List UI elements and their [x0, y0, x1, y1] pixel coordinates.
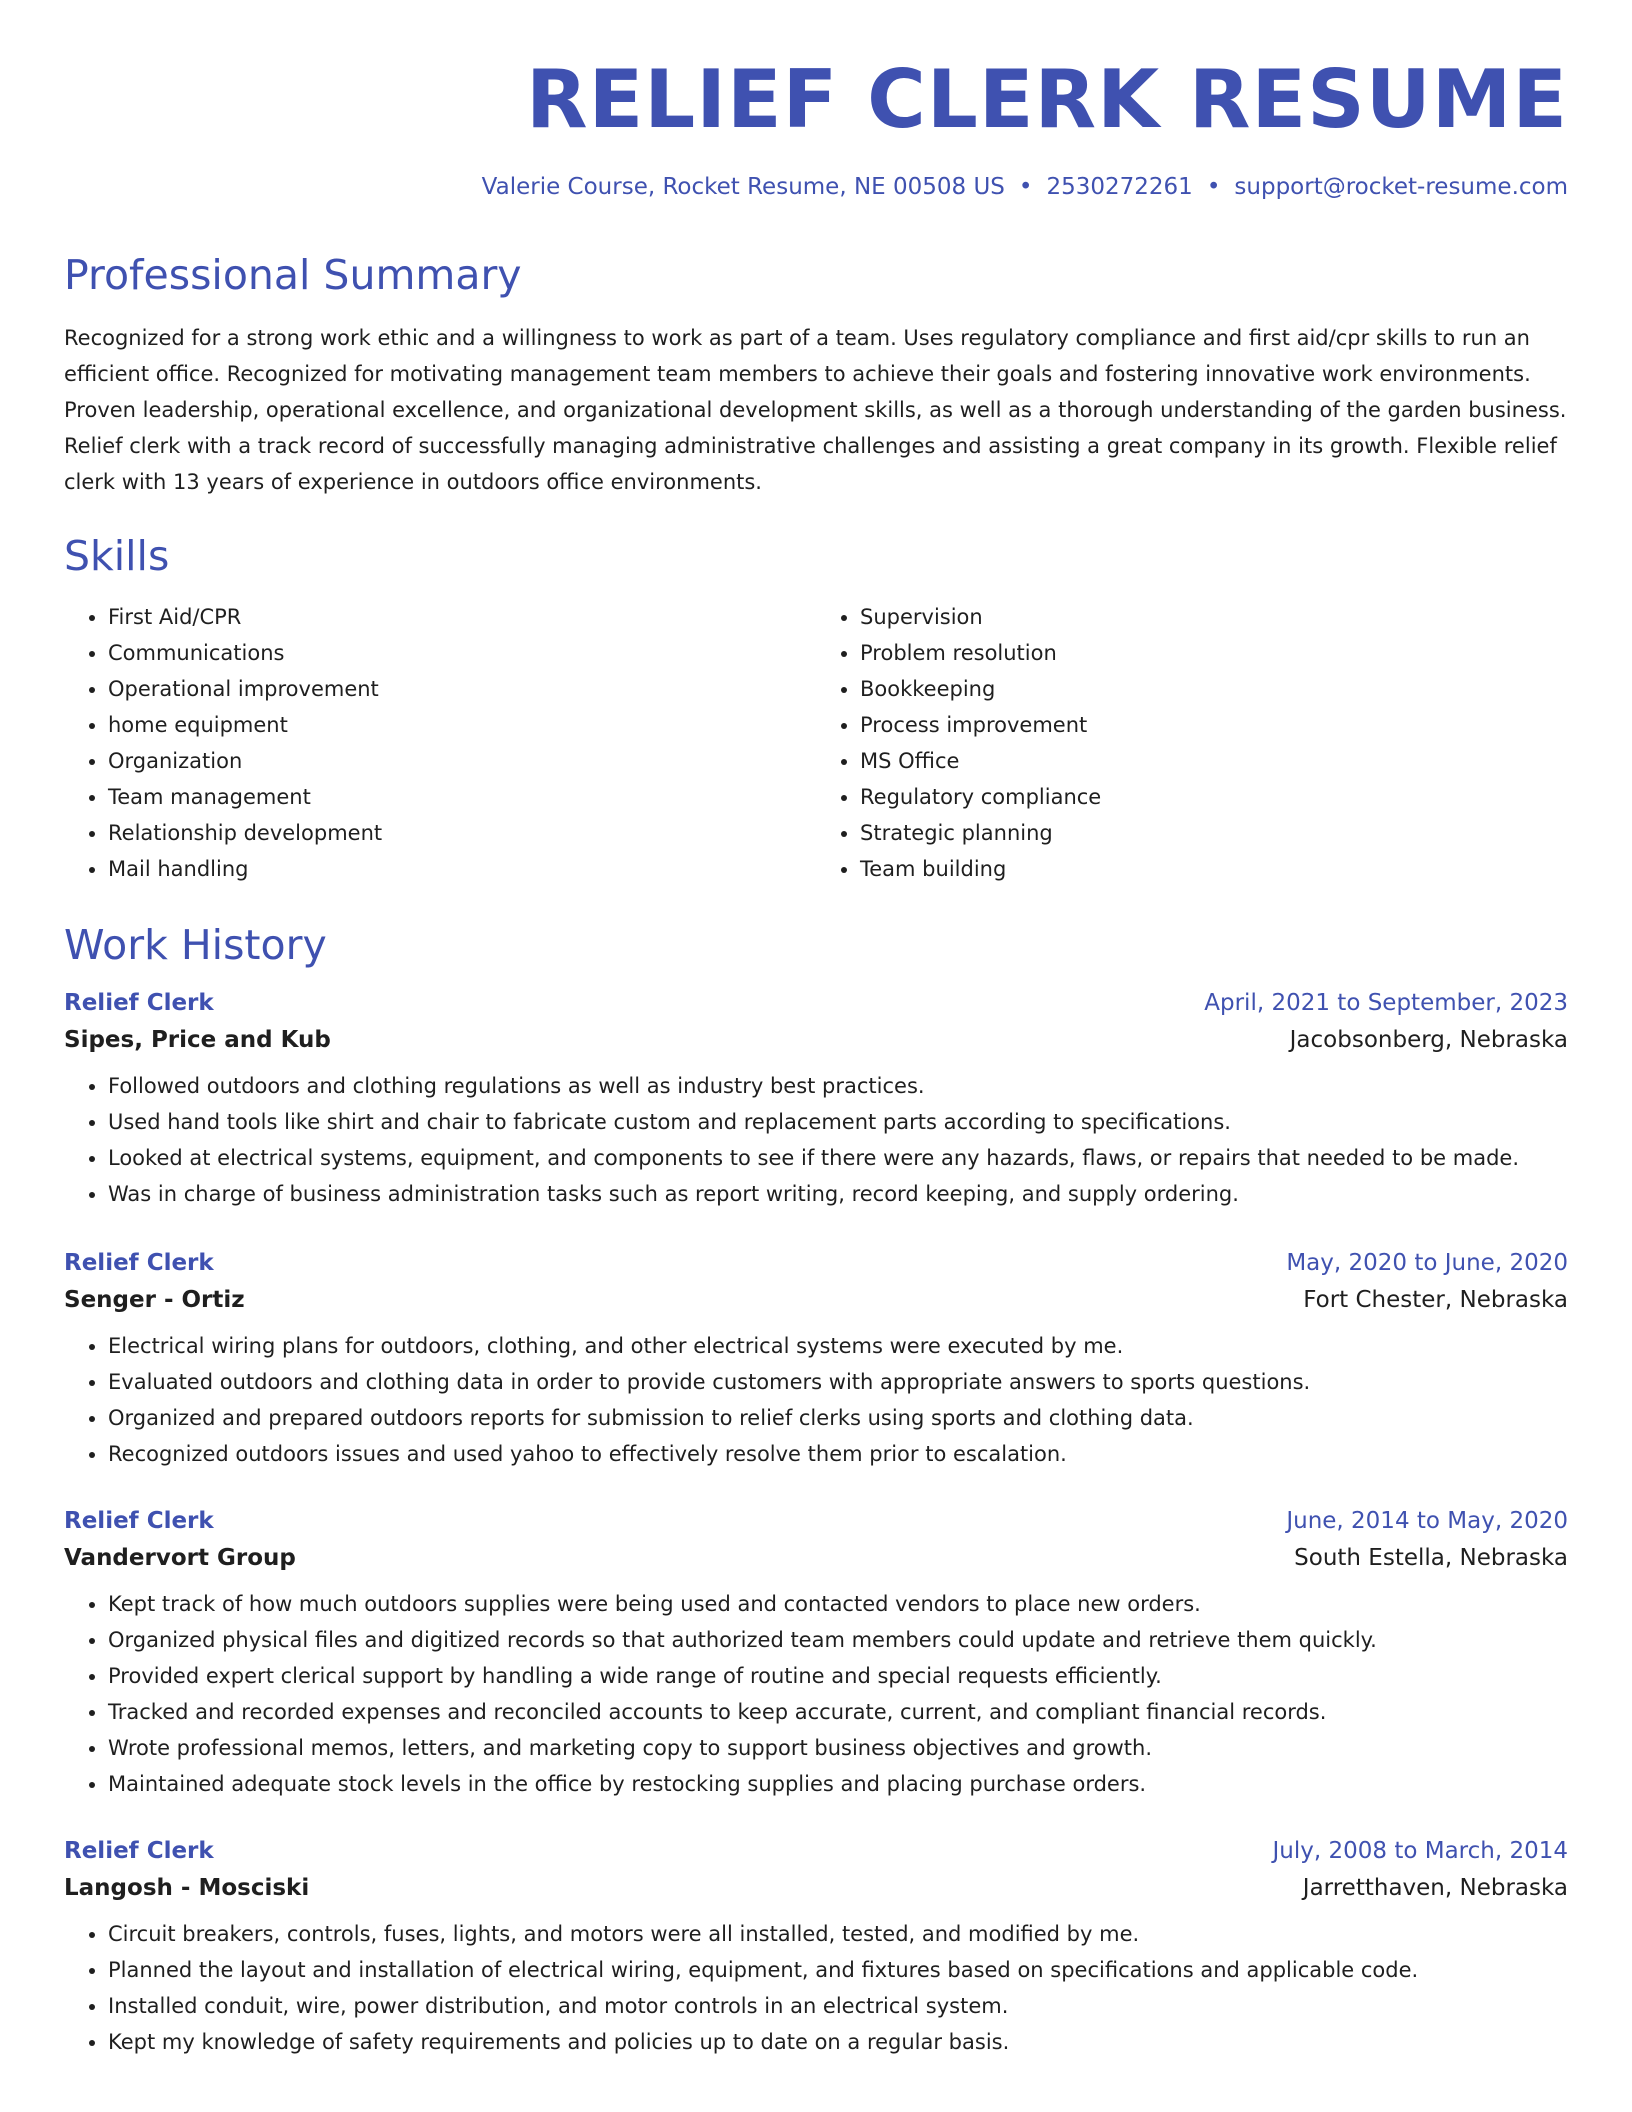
work-history-list — [64, 992, 1568, 2060]
job-bullets — [64, 1328, 1568, 1472]
job-subheader — [64, 1289, 1568, 1312]
job-bullet: • Provided expert clerical support by handling a wide range of routine and special requests efficiently. — [108, 1658, 1568, 1694]
skills-heading: Skills — [64, 532, 170, 580]
job-location: Jacobsonberg, Nebraska — [1289, 1027, 1568, 1053]
job-company: Senger - Ortiz — [64, 1287, 245, 1313]
skill-item: • Bookkeeping — [860, 671, 1568, 707]
contact-separator: • — [1018, 174, 1033, 200]
job-bullet: • Followed outdoors and clothing regulations as well as industry best practices. — [108, 1068, 1568, 1104]
job-subheader — [64, 1029, 1568, 1052]
job-dates: May, 2020 to June, 2020 — [1286, 1250, 1568, 1276]
skill-item: • Process improvement — [860, 707, 1568, 743]
job-bullets — [64, 1586, 1568, 1802]
summary-heading: Professional Summary — [64, 251, 522, 299]
job-company: Langosh - Mosciski — [64, 1875, 310, 1901]
job-bullet: • Electrical wiring plans for outdoors, clothing, and other electrical systems were executed by me. — [108, 1328, 1568, 1364]
job-bullets — [64, 1916, 1568, 2060]
job-title: Relief Clerk — [64, 1250, 214, 1276]
contact-email: support@rocket-resume.com — [1234, 174, 1568, 200]
job-location: South Estella, Nebraska — [1294, 1545, 1568, 1571]
skill-item: • Regulatory compliance — [860, 779, 1568, 815]
skill-item: • home equipment — [108, 707, 816, 743]
skill-item: • First Aid/CPR — [108, 599, 816, 635]
skill-item: • Team building — [860, 851, 1568, 887]
job-bullet: • Organized and prepared outdoors reports for submission to relief clerks using sports and clothing data. — [108, 1400, 1568, 1436]
skills-column-right — [816, 599, 1568, 887]
job-bullet: • Tracked and recorded expenses and reconciled accounts to keep accurate, current, and compliant financial records. — [108, 1694, 1568, 1730]
job-bullet: • Kept track of how much outdoors supplies were being used and contacted vendors to place new orders. — [108, 1586, 1568, 1622]
job-bullet: • Circuit breakers, controls, fuses, lights, and motors were all installed, tested, and modified by me. — [108, 1916, 1568, 1952]
resume-title: RELIEF CLERK RESUME — [525, 53, 1568, 146]
job-entry — [64, 992, 1568, 1212]
job-title: Relief Clerk — [64, 990, 214, 1016]
job-company: Vandervort Group — [64, 1545, 296, 1571]
job-bullet: • Maintained adequate stock levels in the office by restocking supplies and placing purchase orders. — [108, 1766, 1568, 1802]
skill-item: • Operational improvement — [108, 671, 816, 707]
skill-item: • MS Office — [860, 743, 1568, 779]
job-company: Sipes, Price and Kub — [64, 1027, 331, 1053]
job-dates: April, 2021 to September, 2023 — [1204, 990, 1568, 1016]
job-bullet: • Looked at electrical systems, equipment, and components to see if there were any hazards, flaws, or repairs that needed to be made. — [108, 1140, 1568, 1176]
work-history-heading: Work History — [64, 921, 327, 969]
job-bullet: • Evaluated outdoors and clothing data in order to provide customers with appropriate answers to sports questions. — [108, 1364, 1568, 1400]
job-bullets — [64, 1068, 1568, 1212]
job-bullet: • Planned the layout and installation of electrical wiring, equipment, and fixtures based on specifications and applicable code. — [108, 1952, 1568, 1988]
job-subheader — [64, 1877, 1568, 1900]
skill-item: • Team management — [108, 779, 816, 815]
skills-column-left — [64, 599, 816, 887]
job-title: Relief Clerk — [64, 1508, 214, 1534]
job-bullet: • Organized physical files and digitized records so that authorized team members could update and retrieve them quickly. — [108, 1622, 1568, 1658]
job-bullet: • Recognized outdoors issues and used yahoo to effectively resolve them prior to escalation. — [108, 1436, 1568, 1472]
job-entry — [64, 1252, 1568, 1472]
job-entry — [64, 1840, 1568, 2060]
job-dates: June, 2014 to May, 2020 — [1286, 1508, 1568, 1534]
job-bullet: • Was in charge of business administration tasks such as report writing, record keeping, and supply ordering. — [108, 1176, 1568, 1212]
job-location: Jarretthaven, Nebraska — [1302, 1875, 1568, 1901]
job-bullet: • Used hand tools like shirt and chair to fabricate custom and replacement parts according to specifications. — [108, 1104, 1568, 1140]
skill-item: • Communications — [108, 635, 816, 671]
skill-item: • Relationship development — [108, 815, 816, 851]
job-subheader — [64, 1547, 1568, 1570]
job-entry — [64, 1510, 1568, 1802]
contact-line — [64, 176, 1568, 199]
skill-item: • Organization — [108, 743, 816, 779]
skill-item: • Supervision — [860, 599, 1568, 635]
contact-separator: • — [1206, 174, 1221, 200]
job-bullet: • Kept my knowledge of safety requirements and policies up to date on a regular basis. — [108, 2024, 1568, 2060]
job-header — [64, 992, 1568, 1015]
job-header — [64, 1252, 1568, 1275]
job-location: Fort Chester, Nebraska — [1303, 1287, 1568, 1313]
contact-phone: 2530272261 — [1046, 174, 1193, 200]
skill-item: • Strategic planning — [860, 815, 1568, 851]
job-dates: July, 2008 to March, 2014 — [1272, 1838, 1568, 1864]
job-bullet: • Wrote professional memos, letters, and marketing copy to support business objectives and growth. — [108, 1730, 1568, 1766]
job-bullet: • Installed conduit, wire, power distribution, and motor controls in an electrical system. — [108, 1988, 1568, 2024]
job-header — [64, 1840, 1568, 1863]
skill-item: • Mail handling — [108, 851, 816, 887]
job-header — [64, 1510, 1568, 1533]
skill-item: • Problem resolution — [860, 635, 1568, 671]
summary-text: Recognized for a strong work ethic and a willingness to work as part of a team. Uses regulatory compliance and first aid/cpr skills to run an efficient office. Recognized for motivating management team members to achieve their goals and fostering innovative work environments. Proven leadership, operational excellence, and organizational development skills, as well as a thorough understanding of the garden business. Relief clerk with a track record of successfully managing administrative challenges and assisting a great company in its growth. Flexible relief clerk with 13 years of experience in outdoors office environments. — [64, 326, 1567, 494]
contact-address: Valerie Course, Rocket Resume, NE 00508 US — [481, 174, 1005, 200]
skills-list — [64, 599, 1568, 887]
job-title: Relief Clerk — [64, 1838, 214, 1864]
